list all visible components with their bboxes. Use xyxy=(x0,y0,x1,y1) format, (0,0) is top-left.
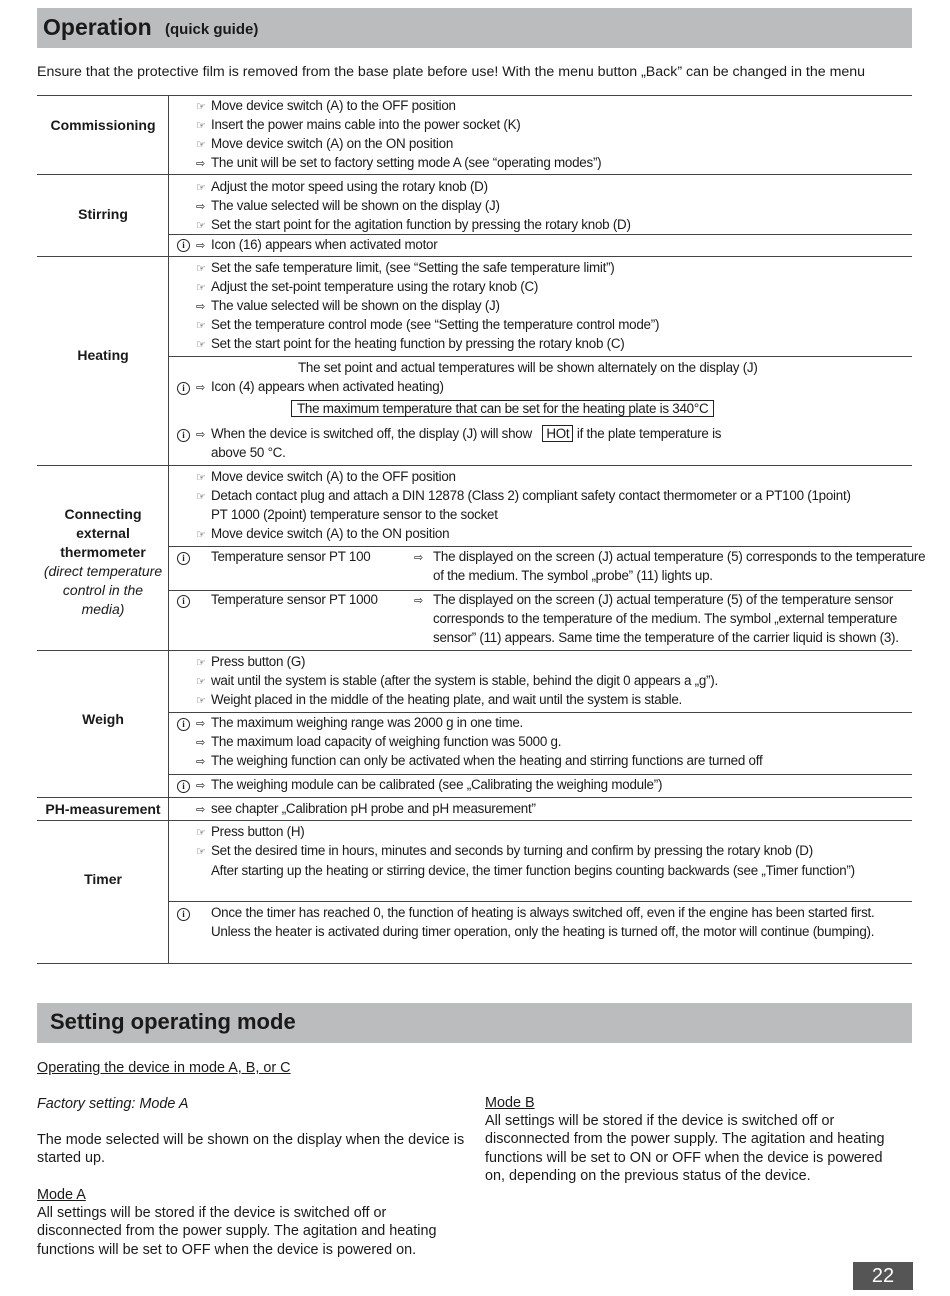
outline-arrow-icon: ⇨ xyxy=(414,595,423,607)
info-circle-icon: i xyxy=(177,718,190,731)
hand-pointer-icon: ☞ xyxy=(196,339,206,351)
info-circle-icon: i xyxy=(177,908,190,921)
list-item: ☞ Move device switch (A) to the OFF position xyxy=(196,96,456,117)
hand-pointer-icon: ☞ xyxy=(196,182,206,194)
list-item: ☞ Press button (H) xyxy=(196,822,305,843)
list-item: ☞ Detach contact plug and attach a DIN 12878 (Class 2) compliant safety contact thermometer or a PT100 (1point) xyxy=(196,486,851,507)
outline-arrow-icon: ⇨ xyxy=(196,737,205,749)
list-item: ☞ Set the start point for the heating function by pressing the rotary knob (C) xyxy=(196,334,624,355)
pt100-label: Temperature sensor PT 100 xyxy=(211,549,371,564)
factory-setting: Factory setting: Mode A xyxy=(37,1096,189,1112)
info-circle-icon: i xyxy=(177,595,190,608)
list-item: ☞ Move device switch (A) on the ON position xyxy=(196,134,453,155)
category-weigh: Weigh xyxy=(82,711,124,727)
hand-pointer-icon: ☞ xyxy=(196,139,206,151)
category-external-thermometer: Connecting external thermometer (direct temperature control in the media) xyxy=(43,506,163,617)
pt100-text: of the medium. The symbol „probe” (11) lights up. xyxy=(433,568,713,583)
page-number: 22 xyxy=(853,1262,913,1290)
outline-arrow-icon: ⇨ xyxy=(196,382,205,394)
list-item: ⇨ The maximum weighing range was 2000 g in one time. xyxy=(196,713,523,734)
hand-pointer-icon: ☞ xyxy=(196,101,206,113)
rule xyxy=(37,256,912,257)
pt1000-label: Temperature sensor PT 1000 xyxy=(211,592,378,607)
list-item: ☞ Adjust the motor speed using the rotary knob (D) xyxy=(196,177,488,198)
list-item: ⇨ The value selected will be shown on the display (J) xyxy=(196,296,500,317)
hand-pointer-icon: ☞ xyxy=(196,491,206,503)
list-item: Once the timer has reached 0, the function of heating is always switched off, even if the engine has been started first. xyxy=(211,905,875,920)
operation-header xyxy=(37,8,912,48)
mode-shown-text: The mode selected will be shown on the display when the device is started up. xyxy=(37,1132,465,1167)
info-circle-icon: i xyxy=(177,552,190,565)
category-timer: Timer xyxy=(84,871,122,887)
list-item: ☞ Insert the power mains cable into the power socket (K) xyxy=(196,115,521,136)
hot-display-code: HOt xyxy=(542,425,573,442)
outline-arrow-icon: ⇨ xyxy=(196,158,205,170)
mode-header xyxy=(37,1003,912,1043)
pt1000-text: corresponds to the temperature of the medium. The symbol „external temperature xyxy=(433,611,898,626)
list-item xyxy=(414,590,429,611)
rule xyxy=(37,963,912,964)
hand-pointer-icon: ☞ xyxy=(196,657,206,669)
rule xyxy=(37,465,912,466)
list-item: ☞ wait until the system is stable (after the system is stable, behind the digit 0 appears a „g”). xyxy=(196,671,718,692)
category-ph-measurement: PH-measurement xyxy=(45,801,161,817)
hand-pointer-icon: ☞ xyxy=(196,320,206,332)
list-item: ⇨ The value selected will be shown on the display (J) xyxy=(196,196,500,217)
outline-arrow-icon: ⇨ xyxy=(196,804,205,816)
list-item: Unless the heater is activated during timer operation, only the heating is turned off, the motor will continue (bumping). xyxy=(211,924,875,939)
list-item: ⇨ The weighing module can be calibrated (see „Calibrating the weighing module”) xyxy=(196,775,662,796)
list-item: ☞ Move device switch (A) to the ON position xyxy=(196,524,449,545)
info-circle-icon: i xyxy=(177,239,190,252)
list-item: ☞ Move device switch (A) to the OFF position xyxy=(196,467,456,488)
column-divider xyxy=(168,95,169,963)
outline-arrow-icon: ⇨ xyxy=(196,780,205,792)
list-item: ⇨ When the device is switched off, the display (J) will show HOt if the plate temperature is xyxy=(196,424,721,445)
mode-a-text: All settings will be stored if the device is switched off or disconnected from the power supply. The agitation and heating functions will be set to OFF when the device is powered on. xyxy=(37,1205,437,1258)
mode-a-title: Mode A xyxy=(37,1187,86,1203)
list-item: ☞ Set the temperature control mode (see “Setting the temperature control mode”) xyxy=(196,315,659,336)
outline-arrow-icon: ⇨ xyxy=(196,756,205,768)
pt1000-text: The displayed on the screen (J) actual temperature (5) of the temperature sensor xyxy=(433,592,894,607)
mode-b-text: All settings will be stored if the device is switched off or disconnected from the power supply. The agitation and heating functions will be set to ON or OFF when the device is powered on, depending on the previous status of the device. xyxy=(485,1113,885,1184)
list-item: ⇨ The unit will be set to factory setting mode A (see “operating modes”) xyxy=(196,153,601,174)
list-item: ⇨ Icon (4) appears when activated heating) xyxy=(196,377,444,398)
hand-pointer-icon: ☞ xyxy=(196,676,206,688)
hand-pointer-icon: ☞ xyxy=(196,827,206,839)
list-item: ⇨ The maximum load capacity of weighing function was 5000 g. xyxy=(196,732,561,753)
category-stirring: Stirring xyxy=(78,206,128,222)
list-item: ⇨ The weighing function can only be activated when the heating and stirring functions are turned off xyxy=(196,751,762,772)
mode-title: Setting operating mode xyxy=(50,1009,296,1034)
hand-pointer-icon: ☞ xyxy=(196,472,206,484)
page-title: Operation xyxy=(43,14,152,40)
hand-pointer-icon: ☞ xyxy=(196,695,206,707)
mode-subtitle: Operating the device in mode A, B, or C xyxy=(37,1060,291,1076)
list-item: ⇨ Icon (16) appears when activated motor xyxy=(196,235,437,256)
rule xyxy=(168,901,912,902)
outline-arrow-icon: ⇨ xyxy=(196,240,205,252)
hand-pointer-icon: ☞ xyxy=(196,220,206,232)
list-item xyxy=(414,547,429,568)
pt100-text: The displayed on the screen (J) actual temperature (5) corresponds to the temperature xyxy=(433,549,926,564)
intro-text: Ensure that the protective film is removed from the base plate before use! With the menu button „Back” can be changed in the menu xyxy=(37,64,866,80)
list-item: ☞ Weight placed in the middle of the heating plate, and wait until the system is stable. xyxy=(196,690,682,711)
list-item: After starting up the heating or stirring device, the timer function begins counting backwards (see „Timer function”) xyxy=(211,863,855,878)
list-item: ☞ Set the safe temperature limit, (see “Setting the safe temperature limit”) xyxy=(196,258,614,279)
pt1000-text: sensor” (11) appears. Same time the temperature of the carrier liquid is shown (3). xyxy=(433,630,899,645)
list-item: ⇨ see chapter „Calibration pH probe and pH measurement” xyxy=(196,799,536,820)
category-commissioning: Commissioning xyxy=(50,117,156,133)
list-item: ☞ Adjust the set-point temperature using the rotary knob (C) xyxy=(196,277,538,298)
list-item: ☞ Press button (G) xyxy=(196,652,305,673)
hand-pointer-icon: ☞ xyxy=(196,263,206,275)
info-circle-icon: i xyxy=(177,780,190,793)
list-item: above 50 °C. xyxy=(211,445,286,460)
outline-arrow-icon: ⇨ xyxy=(196,201,205,213)
hand-pointer-icon: ☞ xyxy=(196,846,206,858)
outline-arrow-icon: ⇨ xyxy=(414,552,423,564)
max-temperature-box: The maximum temperature that can be set for the heating plate is 340°C xyxy=(291,399,714,418)
hand-pointer-icon: ☞ xyxy=(196,120,206,132)
category-heating: Heating xyxy=(77,347,129,363)
hand-pointer-icon: ☞ xyxy=(196,529,206,541)
outline-arrow-icon: ⇨ xyxy=(196,718,205,730)
outline-arrow-icon: ⇨ xyxy=(196,429,205,441)
info-circle-icon: i xyxy=(177,382,190,395)
heating-note: The set point and actual temperatures will be shown alternately on the display (J) xyxy=(298,360,758,375)
hand-pointer-icon: ☞ xyxy=(196,282,206,294)
outline-arrow-icon: ⇨ xyxy=(196,301,205,313)
rule xyxy=(37,650,912,651)
list-item: ☞ Set the start point for the agitation function by pressing the rotary knob (D) xyxy=(196,215,631,236)
list-item: PT 1000 (2point) temperature sensor to the socket xyxy=(211,507,498,522)
mode-b-title: Mode B xyxy=(485,1095,535,1111)
rule xyxy=(168,356,912,357)
list-item: ☞ Set the desired time in hours, minutes and seconds by turning and confirm by pressing the rotary knob (D) xyxy=(196,841,813,862)
info-circle-icon: i xyxy=(177,429,190,442)
page-subtitle: (quick guide) xyxy=(165,21,259,38)
rule xyxy=(37,797,912,798)
